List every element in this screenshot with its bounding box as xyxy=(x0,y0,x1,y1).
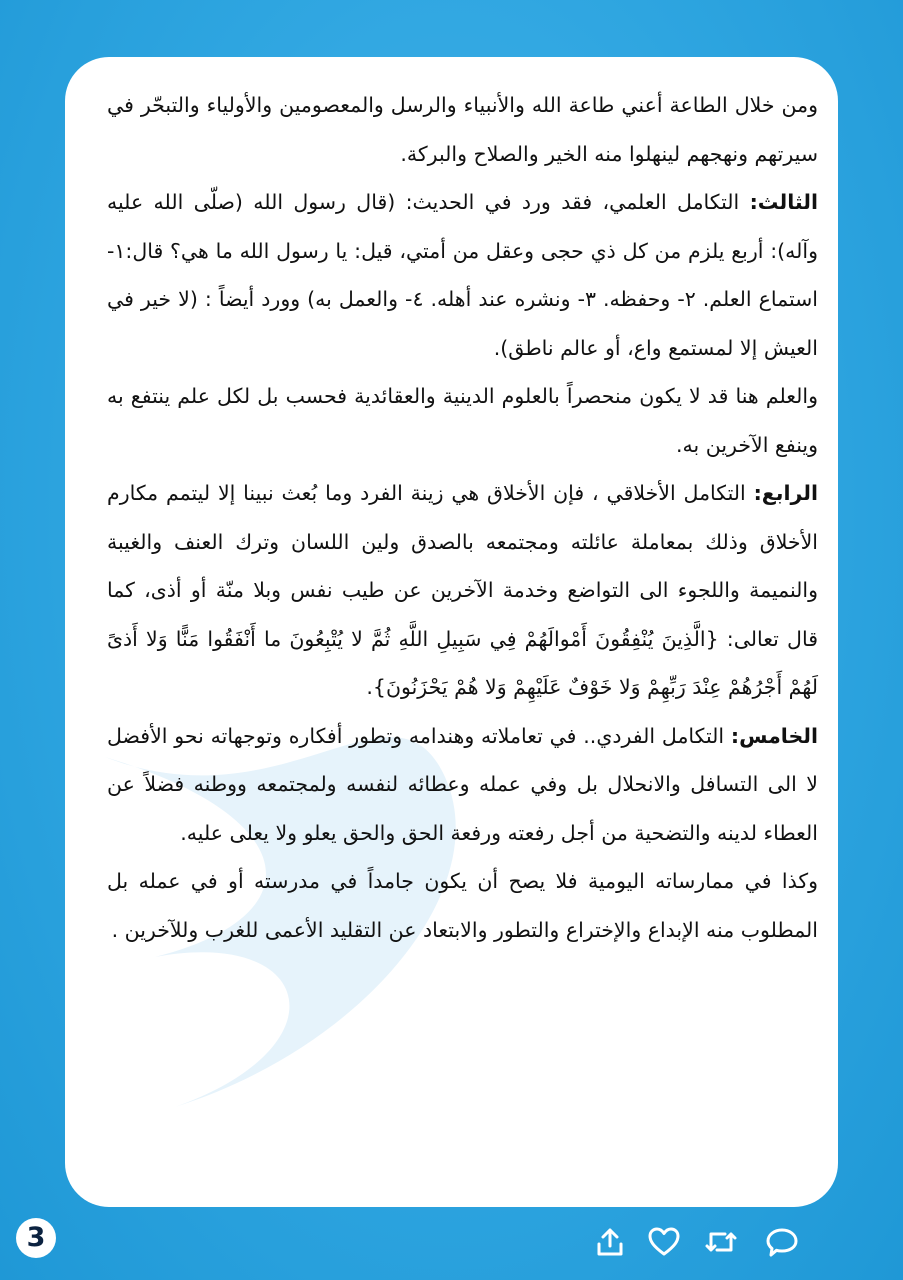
share-icon[interactable] xyxy=(592,1224,628,1260)
paragraph-fourth: الرابع: التكامل الأخلاقي ، فإن الأخلاق هي زينة الفرد وما بُعث نبينا إلا ليتمم مكارم الأخلاق وذلك بمعاملة عائلته ومجتمعه بالصدق ولين اللسان وترك العنف والغيبة والنميمة واللجوء الى التواضع وخدمة الآخرين عن طيب نفس وبلا منّة أو أذى، كما قال تعالى: {الَّذِينَ يُنْفِقُونَ أَمْوالَهُمْ فِي سَبِيلِ اللَّهِ ثُمَّ لا يُتْبِعُونَ ما أَنْفَقُوا مَنًّا وَلا أَذىً لَهُمْ أَجْرُهُمْ عِنْدَ رَبِّهِمْ وَلا خَوْفٌ عَلَيْهِمْ وَلا هُمْ يَحْزَنُونَ}. xyxy=(107,481,818,699)
paragraph-third: الثالث: التكامل العلمي، فقد ورد في الحديث: (قال رسول الله (صلّى الله عليه وآله): أربع يلزم من كل ذي حجى وعقل من أمتي، قيل: يا رسول الله ما هي؟ قال:١- استماع العلم. ٢- وحفظه. ٣- ونشره عند أهله. ٤- والعمل به) وورد أيضاً : (لا خير في العيش إلا لمستمع واع، أو عالم ناطق). xyxy=(107,190,819,360)
reply-icon[interactable] xyxy=(764,1224,800,1260)
text-card xyxy=(65,57,838,1207)
paragraph-fifth: الخامس: التكامل الفردي.. في تعاملاته وهندامه وتطور أفكاره وتوجهاته نحو الأفضل لا الى التسافل والانحلال بل وفي عمله وعطائه لنفسه ولمجتمعه ووطنه فضلاً عن العطاء لدينه والتضحية من أجل رفعته ورفعة الحق والحق يعلو ولا يعلى عليه. xyxy=(107,723,818,845)
retweet-icon[interactable] xyxy=(703,1224,739,1260)
page-number: 3 xyxy=(16,1218,56,1258)
section-heading: الرابع: xyxy=(753,481,818,505)
heart-icon[interactable] xyxy=(646,1224,682,1260)
paragraph: والعلم هنا قد لا يكون منحصراً بالعلوم الدينية والعقائدية فحسب بل لكل علم ينتفع به وينفع الآخرين به. xyxy=(107,384,818,457)
section-heading: الثالث: xyxy=(749,190,818,214)
paragraph: وكذا في ممارساته اليومية فلا يصح أن يكون جامداً في مدرسته أو في عمله بل المطلوب منه الإبداع والإختراع والتطور والابتعاد عن التقليد الأعمى للغرب وللآخرين . xyxy=(107,869,818,942)
paragraph: ومن خلال الطاعة أعني طاعة الله والأنبياء والرسل والمعصومين والأولياء والتبحّر في سيرتهم ونهجهم لينهلوا منه الخير والصلاح والبركة. xyxy=(107,93,818,166)
section-heading: الخامس: xyxy=(730,723,818,748)
article-body xyxy=(107,81,818,954)
